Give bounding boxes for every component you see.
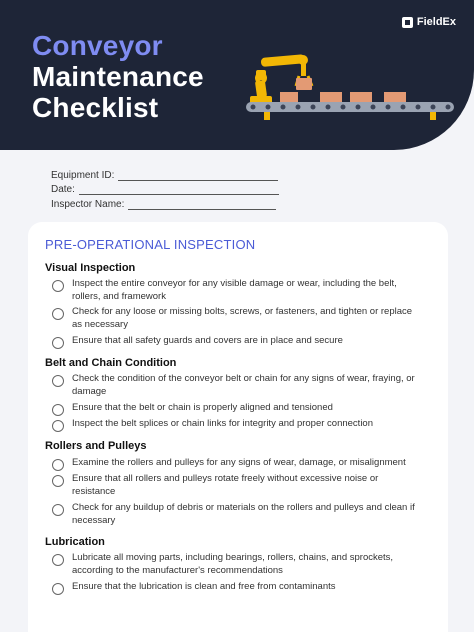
date-label: Date: xyxy=(51,184,75,195)
checklist-item[interactable]: Check the condition of the conveyor belt or chain for any signs of wear, fraying, or damage xyxy=(52,373,422,398)
section-title: PRE-OPERATIONAL INSPECTION xyxy=(45,237,256,252)
checklist-item[interactable]: Inspect the belt splices or chain links for integrity and proper connection xyxy=(52,418,422,432)
checklist-item[interactable]: Check for any loose or missing bolts, screws, or fasteners, and tighten or replace as necessary xyxy=(52,306,422,331)
fieldex-logo-icon xyxy=(402,17,413,28)
title-line-2: Maintenance xyxy=(32,61,204,92)
page-title xyxy=(32,30,204,123)
subsection-visual-inspection: Visual Inspection xyxy=(45,262,136,274)
subsection-belt-chain: Belt and Chain Condition xyxy=(45,357,177,369)
date-line xyxy=(79,186,279,195)
equipment-id-field[interactable] xyxy=(51,166,279,181)
checkbox[interactable] xyxy=(52,459,64,471)
brand-name: FieldEx xyxy=(416,16,456,28)
checkbox[interactable] xyxy=(52,475,64,487)
brand-logo xyxy=(402,16,456,28)
checkbox[interactable] xyxy=(52,404,64,416)
checklist-item[interactable]: Ensure that the lubrication is clean and free from contaminants xyxy=(52,581,422,595)
inspector-name-field[interactable] xyxy=(51,195,279,210)
title-line-3: Checklist xyxy=(32,92,159,123)
subsection-lubrication: Lubrication xyxy=(45,536,105,548)
checkbox[interactable] xyxy=(52,308,64,320)
checkbox[interactable] xyxy=(52,280,64,292)
checklist-item[interactable]: Lubricate all moving parts, including bearings, rollers, chains, and sprockets, according to the manufacturer's recommendations xyxy=(52,552,422,577)
checkbox[interactable] xyxy=(52,583,64,595)
equipment-id-label: Equipment ID: xyxy=(51,169,115,181)
checklist-item[interactable]: Ensure that all rollers and pulleys rotate freely without excessive noise or resistance xyxy=(52,473,422,498)
title-line-1: Conveyor xyxy=(32,30,163,61)
checkbox[interactable] xyxy=(52,504,64,516)
checklist-item[interactable]: Ensure that the belt or chain is properly aligned and tensioned xyxy=(52,402,422,416)
info-fields xyxy=(51,166,279,210)
conveyor-robot-arm-illustration xyxy=(244,50,458,122)
subsection-rollers-pulleys: Rollers and Pulleys xyxy=(45,440,147,452)
checkbox[interactable] xyxy=(52,375,64,387)
checkbox[interactable] xyxy=(52,337,64,349)
checkbox[interactable] xyxy=(52,420,64,432)
inspector-name-label: Inspector Name: xyxy=(51,198,125,210)
equipment-id-line xyxy=(118,172,278,181)
checklist-item[interactable]: Check for any buildup of debris or materials on the rollers and pulleys and clean if necessary xyxy=(52,502,422,527)
header-banner xyxy=(0,0,474,150)
inspector-name-line xyxy=(128,201,276,210)
date-field[interactable] xyxy=(51,181,279,196)
checklist-item[interactable]: Ensure that all safety guards and covers are in place and secure xyxy=(52,335,422,349)
checkbox[interactable] xyxy=(52,554,64,566)
checklist-item[interactable]: Inspect the entire conveyor for any visible damage or wear, including the belt, rollers, and framework xyxy=(52,278,422,303)
checklist-item[interactable]: Examine the rollers and pulleys for any signs of wear, damage, or misalignment xyxy=(52,457,422,471)
